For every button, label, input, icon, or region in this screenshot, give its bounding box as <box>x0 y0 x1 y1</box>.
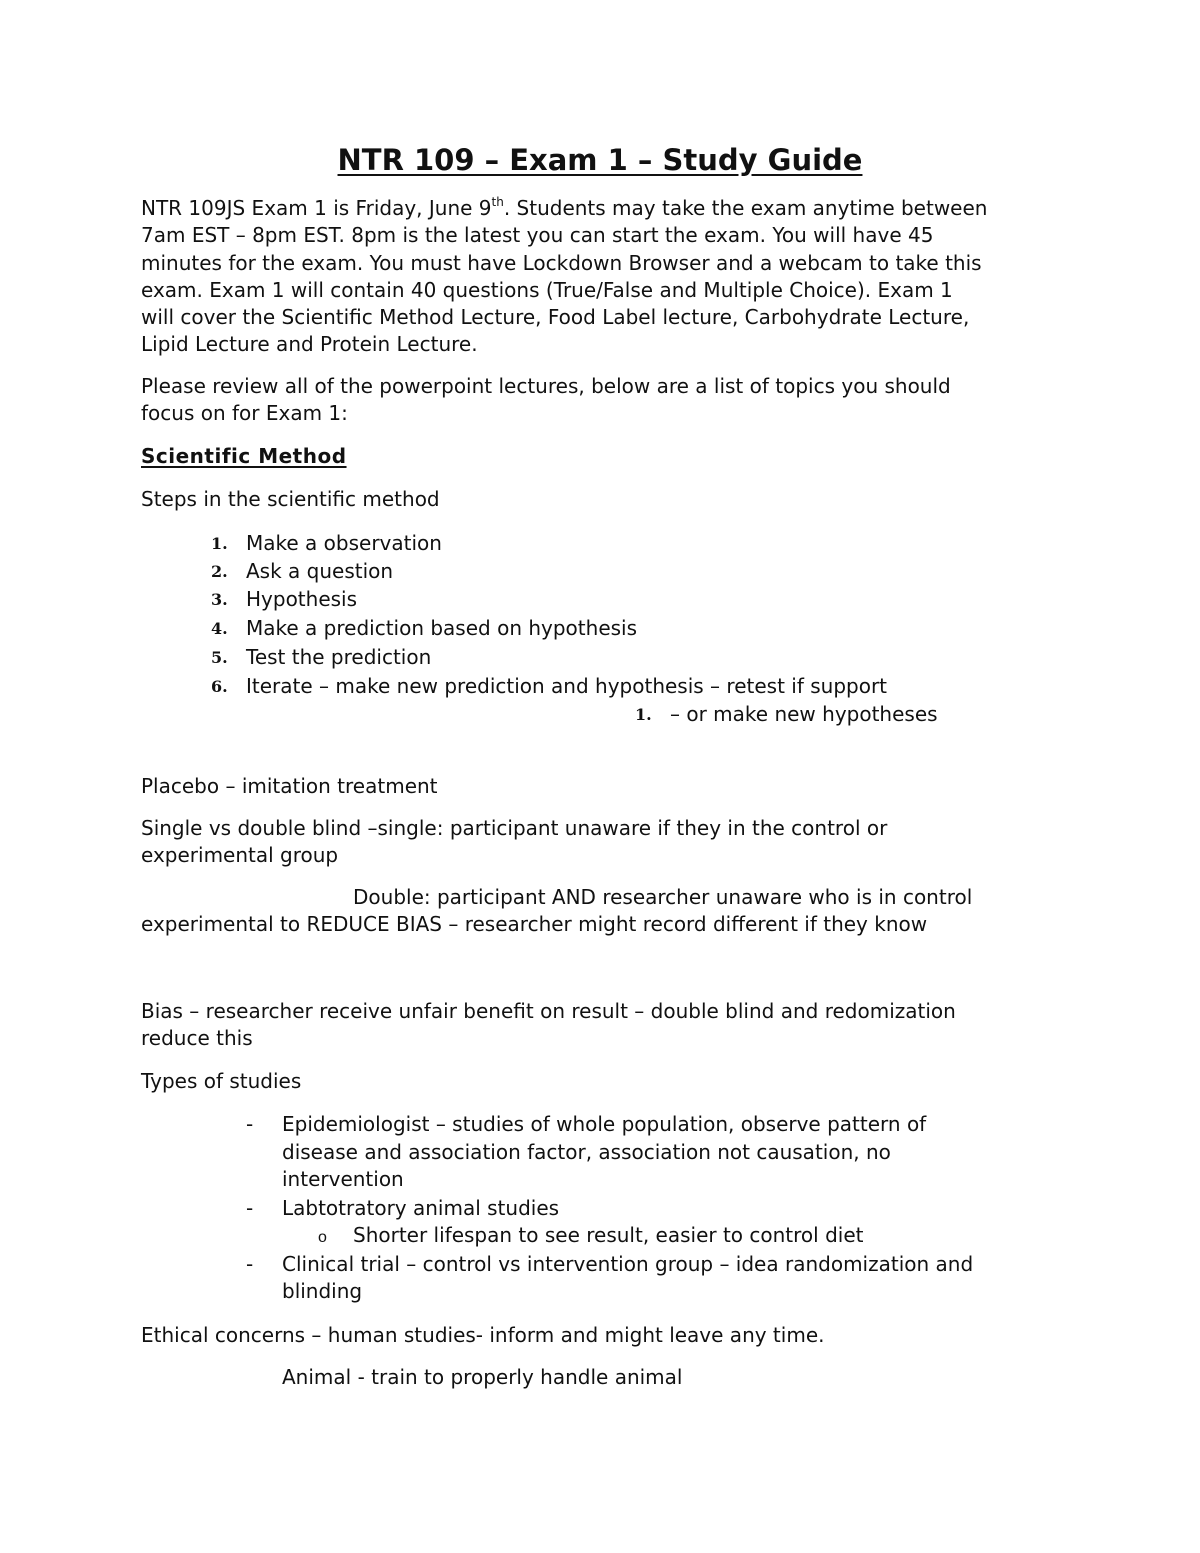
step-text: Make a observation <box>246 531 442 555</box>
intro-line-4: exam. Exam 1 will contain 40 questions (True/False and Multiple Choice). Exam 1 <box>141 278 953 302</box>
lab-sub-line: Shorter lifespan to see result, easier to control diet <box>353 1223 864 1247</box>
step-number: 6. <box>211 677 228 696</box>
ethical-line: Ethical concerns – human studies- inform and might leave any time. <box>141 1323 825 1347</box>
intro-line-6: Lipid Lecture and Protein Lecture. <box>141 332 478 356</box>
substep-number: 1. <box>635 705 652 724</box>
bias-line-1: Bias – researcher receive unfair benefit on result – double blind and redomization <box>141 999 956 1023</box>
animal-line: Animal - train to properly handle animal <box>282 1365 683 1389</box>
lab-studies-line: Labtotratory animal studies <box>282 1196 560 1220</box>
intro-superscript: th <box>491 195 504 209</box>
clinical-line-1: Clinical trial – control vs intervention group – idea randomization and <box>282 1252 974 1276</box>
bias-line-2: reduce this <box>141 1026 253 1050</box>
dash-bullet: - <box>246 1252 254 1276</box>
steps-intro: Steps in the scientific method <box>141 487 440 511</box>
step-number: 4. <box>211 619 228 638</box>
review-line-2: focus on for Exam 1: <box>141 401 348 425</box>
substep-text: – or make new hypotheses <box>670 702 938 726</box>
intro-line-1 <box>141 195 987 222</box>
step-number: 3. <box>211 590 228 609</box>
sub-bullet: o <box>318 1229 327 1246</box>
section-heading: Scientific Method <box>141 444 347 468</box>
blind-line-1: Single vs double blind –single: participant unaware if they in the control or <box>141 816 888 840</box>
blind-line-2: experimental group <box>141 843 339 867</box>
dash-bullet: - <box>246 1112 254 1136</box>
step-text: Hypothesis <box>246 587 358 611</box>
epidemiologist-line-2: disease and association factor, association not causation, no <box>282 1140 891 1164</box>
placebo-line: Placebo – imitation treatment <box>141 774 438 798</box>
dash-bullet: - <box>246 1196 254 1220</box>
intro-line-1-post: . Students may take the exam anytime between <box>503 196 988 220</box>
blind-line-4: experimental to REDUCE BIAS – researcher might record different if they know <box>141 912 928 936</box>
step-text: Test the prediction <box>246 645 432 669</box>
step-text: Ask a question <box>246 559 394 583</box>
blind-line-3: Double: participant AND researcher unaware who is in control <box>353 885 973 909</box>
epidemiologist-line-3: intervention <box>282 1167 404 1191</box>
page-title: NTR 109 – Exam 1 – Study Guide <box>337 143 863 177</box>
review-line-1: Please review all of the powerpoint lectures, below are a list of topics you should <box>141 374 951 398</box>
step-number: 2. <box>211 562 228 581</box>
intro-line-3: minutes for the exam. You must have Lockdown Browser and a webcam to take this <box>141 251 982 275</box>
studies-intro: Types of studies <box>141 1069 302 1093</box>
epidemiologist-line-1: Epidemiologist – studies of whole population, observe pattern of <box>282 1112 927 1136</box>
step-text: Make a prediction based on hypothesis <box>246 616 638 640</box>
step-number: 1. <box>211 534 228 553</box>
step-text: Iterate – make new prediction and hypothesis – retest if support <box>246 674 888 698</box>
intro-line-2: 7am EST – 8pm EST. 8pm is the latest you can start the exam. You will have 45 <box>141 223 934 247</box>
intro-line-1-pre: NTR 109JS Exam 1 is Friday, June 9 <box>141 196 492 220</box>
clinical-line-2: blinding <box>282 1279 363 1303</box>
step-number: 5. <box>211 648 228 667</box>
intro-line-5: will cover the Scientific Method Lecture, Food Label lecture, Carbohydrate Lecture, <box>141 305 970 329</box>
